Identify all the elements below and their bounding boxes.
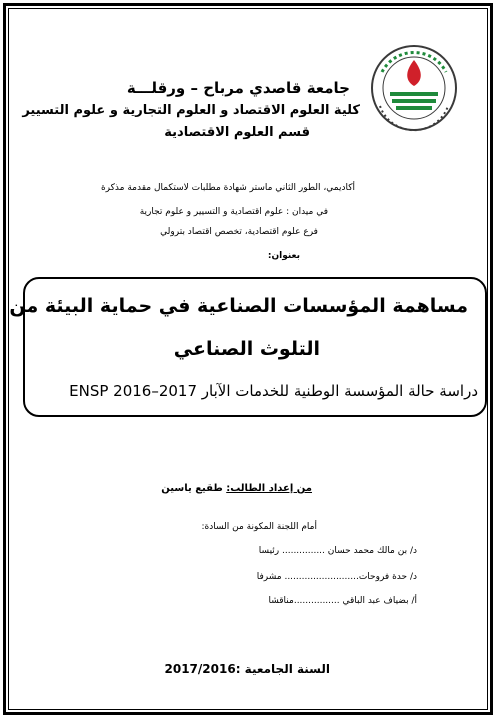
thesis-title-line2: التلوث الصناعي xyxy=(173,338,320,360)
student-line xyxy=(161,483,312,494)
faculty-name: كلية العلوم الاقتصاد و العلوم التجارية و علوم التسيير xyxy=(22,103,360,118)
committee-member: د/ بن مالك محمد حسان ............... رئيسا xyxy=(258,546,417,556)
intro-field-line: في ميدان : علوم اقتصادية و التسيير و علوم تجارية xyxy=(139,207,328,217)
student-label: من إعداد الطالب: xyxy=(226,483,312,494)
student-name: طقيع ياسين xyxy=(161,483,223,494)
intro-degree-line: أكاديمي، الطور الثاني ماستر شهادة مطلبات لاستكمال مقدمة مذكرة xyxy=(100,183,355,193)
committee-member: د/ حدة فروحات.......................... مشرفا xyxy=(256,572,417,582)
committee-member: أ/ بضياف عبد الباقي ................مناقشا xyxy=(268,596,417,606)
intro-branch-line: فرع علوم اقتصادية، تخصص اقتصاد بترولي xyxy=(160,227,318,237)
department-name: قسم العلوم الاقتصادية xyxy=(164,125,310,140)
university-name: جامعة قاصدي مرباح – ورقلـــة xyxy=(126,79,350,97)
university-logo xyxy=(362,42,466,134)
intro-title-label: بعنوان: xyxy=(267,251,300,261)
committee-intro: أمام اللجنة المكونة من السادة: xyxy=(201,522,317,532)
thesis-subtitle: دراسة حالة المؤسسة الوطنية للخدمات الآبار ENSP 2016–2017 xyxy=(69,382,478,400)
academic-year: السنة الجامعية :2017/2016 xyxy=(164,662,330,676)
thesis-title-line1: مساهمة المؤسسات الصناعية في حماية البيئة من xyxy=(9,295,468,317)
